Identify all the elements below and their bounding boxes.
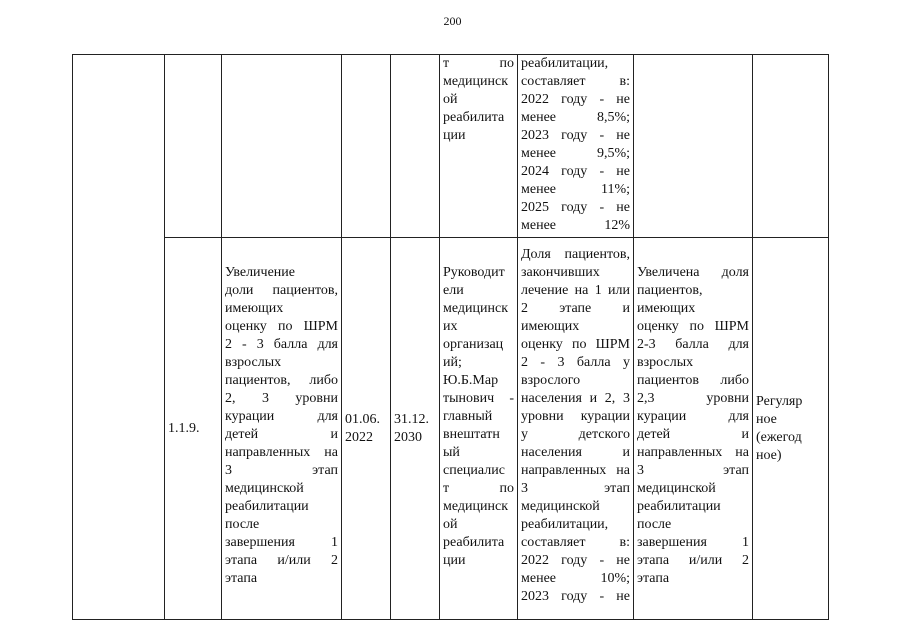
cell-line: 3 этап <box>637 463 749 478</box>
cell-line: 2 этапе и <box>521 301 630 316</box>
cell-end-empty <box>391 55 440 238</box>
cell-line: менее 10%; <box>521 571 630 586</box>
cell-line: Увеличена доля <box>637 265 749 280</box>
cell-line: направленных на <box>225 445 338 460</box>
cell-number: 1.1.9. <box>165 238 222 620</box>
page-number: 200 <box>443 14 462 28</box>
cell-line: ели <box>443 283 464 298</box>
cell-line: 2023 году - не <box>521 589 630 604</box>
cell-frequency: Регуляр ное (ежегод ное) <box>753 238 829 620</box>
cell-indicator <box>518 238 634 620</box>
cell-start-empty <box>342 55 391 238</box>
cell-measure-empty <box>222 55 342 238</box>
cell-line: курации для <box>637 409 749 424</box>
cell-line: этапа <box>637 571 670 586</box>
cell-line: Доля пациентов, <box>521 247 630 262</box>
cell-line: населения и <box>521 445 630 460</box>
cell-line: имеющих <box>637 301 696 316</box>
cell-line: ый <box>443 445 460 460</box>
cell-line: специалис <box>443 463 505 478</box>
cell-line: 2025 году - не <box>521 200 630 215</box>
cell-line: менее 9,5%; <box>521 146 630 161</box>
cell-blank <box>73 55 165 620</box>
cell-line: Ю.Б.Мар <box>443 373 499 388</box>
cell-line: 2023 году - не <box>521 128 630 143</box>
cell-line: составляет в: <box>521 535 630 550</box>
cell-line: детей и <box>637 427 749 442</box>
cell-line: составляет в: <box>521 74 630 89</box>
cell-line: взрослых <box>637 355 694 370</box>
cell-line: взрослого <box>521 373 581 388</box>
cell-line: завершения 1 <box>637 535 749 550</box>
cell-line: медицинск <box>443 301 508 316</box>
cell-line: медицинск <box>443 499 508 514</box>
cell-line: 2,3 уровни <box>637 391 749 406</box>
cell-line: завершения 1 <box>225 535 338 550</box>
cell-line: оценку по ШРМ <box>637 319 749 334</box>
cell-line: т по <box>443 56 514 71</box>
cell-line: населения и 2, 3 <box>521 391 630 406</box>
cell-frequency-empty <box>753 55 829 238</box>
cell-line: реабилитации, <box>521 517 609 532</box>
cell-line: реабилитации <box>225 499 309 514</box>
cell-line: 2022 году - не <box>521 553 630 568</box>
cell-line: после <box>637 517 672 532</box>
cell-line: медицинской <box>225 481 304 496</box>
cell-line: реабилитации, <box>521 56 609 71</box>
cell-line: медицинской <box>521 499 600 514</box>
plan-table <box>72 54 829 620</box>
cell-line: ции <box>443 553 466 568</box>
cell-line: курации для <box>225 409 338 424</box>
cell-line: главный <box>443 409 493 424</box>
cell-line: 2-3 балла для <box>637 337 749 352</box>
cell-line: доли пациентов, <box>225 283 338 298</box>
cell-line: направленных на <box>637 445 749 460</box>
cell-line: Увеличение <box>225 265 296 280</box>
cell-line: реабилитации <box>637 499 721 514</box>
cell-line: пациентов, <box>637 283 703 298</box>
cell-line: этапа и/или 2 <box>225 553 338 568</box>
cell-line: реабилита <box>443 110 505 125</box>
cell-line: закончивших <box>521 265 600 280</box>
cell-line: менее 12% <box>521 218 630 233</box>
cell-line: ой <box>443 92 458 107</box>
cell-line: пациентов, либо <box>225 373 338 388</box>
cell-responsible-continued <box>440 55 518 238</box>
cell-end-date: 31.12. 2030 <box>391 238 440 620</box>
cell-line: ой <box>443 517 458 532</box>
cell-start-date: 01.06. 2022 <box>342 238 391 620</box>
cell-line: лечение на 1 или <box>521 283 630 298</box>
cell-line: менее 11%; <box>521 182 630 197</box>
cell-line: имеющих <box>521 319 580 334</box>
cell-line: ий; <box>443 355 462 370</box>
cell-line: 2, 3 уровни <box>225 391 338 406</box>
cell-line: менее 8,5%; <box>521 110 630 125</box>
table-row-continued <box>73 55 829 238</box>
cell-line: 3 этап <box>521 481 630 496</box>
cell-line: ции <box>443 128 466 143</box>
table-row-1-1-9 <box>73 238 829 620</box>
cell-line: 2 - 3 балла для <box>225 337 338 352</box>
cell-responsible <box>440 238 518 620</box>
cell-line: 2 - 3 балла у <box>521 355 630 370</box>
cell-result <box>634 238 753 620</box>
cell-line: имеющих <box>225 301 284 316</box>
cell-line: Руководит <box>443 265 505 280</box>
cell-line: детей и <box>225 427 338 442</box>
cell-line: направленных на <box>521 463 630 478</box>
cell-line: этапа <box>225 571 258 586</box>
cell-line: медицинской <box>637 481 716 496</box>
cell-line: 2022 году - не <box>521 92 630 107</box>
cell-number-empty <box>165 55 222 238</box>
cell-line: взрослых <box>225 355 282 370</box>
cell-line: реабилита <box>443 535 505 550</box>
cell-line: оценку по ШРМ <box>225 319 338 334</box>
cell-line: 3 этап <box>225 463 338 478</box>
cell-line: 2024 году - не <box>521 164 630 179</box>
cell-measure <box>222 238 342 620</box>
cell-line: этапа и/или 2 <box>637 553 749 568</box>
cell-line: оценку по ШРМ <box>521 337 630 352</box>
cell-line: т по <box>443 481 514 496</box>
cell-line: организац <box>443 337 504 352</box>
cell-indicator-continued <box>518 55 634 238</box>
cell-line: внештатн <box>443 427 500 442</box>
cell-line: после <box>225 517 260 532</box>
cell-line: пациентов либо <box>637 373 749 388</box>
cell-line: у детского <box>521 427 630 442</box>
cell-line: медицинск <box>443 74 508 89</box>
cell-line: уровни курации <box>521 409 630 424</box>
cell-line: тынович - <box>443 391 514 406</box>
cell-result-empty <box>634 55 753 238</box>
cell-line: их <box>443 319 458 334</box>
